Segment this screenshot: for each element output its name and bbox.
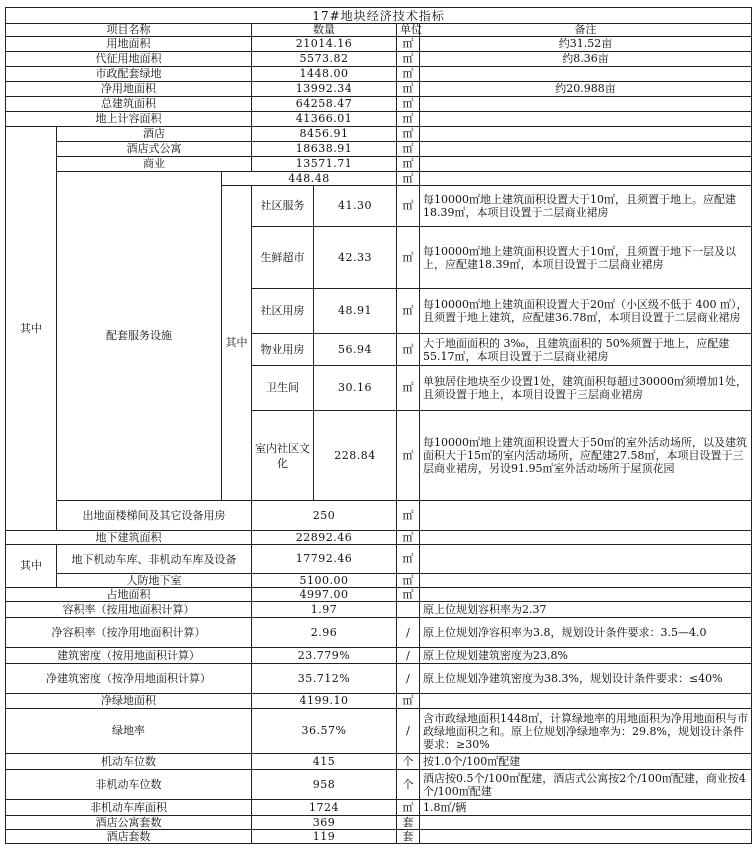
row-name: 用地面积	[6, 37, 252, 52]
row-value: 119	[252, 830, 397, 844]
row-remark	[420, 127, 752, 142]
row-value: 13571.71	[252, 157, 397, 172]
table-row	[6, 754, 752, 770]
row-name: 出地面楼梯间及其它设备用房	[57, 501, 252, 531]
table-row	[6, 648, 752, 664]
row-value: 18638.91	[252, 142, 397, 157]
row-value: 21014.16	[252, 37, 397, 52]
table-row	[6, 52, 752, 67]
header-qty: 数量	[252, 24, 397, 37]
row-name: 地下建筑面积	[6, 531, 252, 545]
service-unit: ㎡	[397, 366, 420, 411]
row-remark	[420, 501, 752, 531]
service-remark: 大于地面面积的 3‰，且建筑面积的 50%须置于地上，应配建55.17㎡，本项目设置于二层商业裙房	[420, 334, 752, 366]
row-name: 非机动车位数	[6, 770, 252, 800]
row-value: 35.712%	[252, 664, 397, 694]
row-value: 1448.00	[252, 67, 397, 82]
row-remark: 含市政绿地面积1448㎡，计算绿地率的用地面积为净用地面积与市政绿地面积之和。原上位规划净绿地率为：29.8%，规划设计条件要求：≥30%	[420, 709, 752, 754]
row-unit: ㎡	[397, 800, 420, 816]
row-value: 415	[252, 754, 397, 770]
row-unit: 个	[397, 754, 420, 770]
row-remark: 原上位规划净建筑密度为38.3%，规划设计条件要求：≤40%	[420, 664, 752, 694]
row-name: 容积率（按用地面积计算）	[6, 602, 252, 618]
table-row	[6, 531, 752, 545]
service-value: 228.84	[314, 411, 397, 501]
row-unit: ㎡	[397, 112, 420, 127]
row-name: 占地面积	[6, 588, 252, 602]
row-unit: 套	[397, 816, 420, 830]
row-value: 4997.00	[252, 588, 397, 602]
row-unit: ㎡	[397, 37, 420, 52]
table-row	[6, 574, 752, 588]
row-unit: 个	[397, 770, 420, 800]
row-remark	[420, 157, 752, 172]
service-unit: ㎡	[397, 289, 420, 334]
row-value: 5100.00	[252, 574, 397, 588]
row-unit: ㎡	[397, 574, 420, 588]
row-unit	[397, 602, 420, 618]
row-unit: /	[397, 648, 420, 664]
row-value: 958	[252, 770, 397, 800]
service-unit: ㎡	[397, 334, 420, 366]
row-value: 4199.10	[252, 694, 397, 709]
row-value: 13992.34	[252, 82, 397, 97]
service-value: 48.91	[314, 289, 397, 334]
service-unit: ㎡	[397, 411, 420, 501]
row-unit: ㎡	[397, 694, 420, 709]
service-remark: 每10000㎡地上建筑面积设置大于50㎡的室外活动场所，以及建筑面积大于15㎡的室内活动场所，应配建27.58㎡，本项目设置于三层商业裙房，另设91.95㎡室外活动场所于屋顶花园	[420, 411, 752, 501]
row-value: 22892.46	[252, 531, 397, 545]
service-name: 社区服务	[252, 186, 314, 227]
row-remark: 原上位规划净容积率为3.8，规划设计条件要求：3.5—4.0	[420, 618, 752, 648]
row-name: 人防地下室	[57, 574, 252, 588]
row-name: 代征用地面积	[6, 52, 252, 67]
table-row	[6, 770, 752, 800]
row-remark	[420, 531, 752, 545]
row-unit: /	[397, 709, 420, 754]
row-value: 64258.47	[252, 97, 397, 112]
table-row	[6, 800, 752, 816]
row-name: 配套服务设施	[57, 172, 222, 501]
row-value: 369	[252, 816, 397, 830]
row-name: 酒店式公寓	[57, 142, 252, 157]
service-value: 41.30	[314, 186, 397, 227]
row-remark	[420, 112, 752, 127]
row-unit: /	[397, 664, 420, 694]
row-unit: ㎡	[397, 172, 420, 186]
row-value: 1724	[252, 800, 397, 816]
indicator-table	[5, 7, 752, 844]
table-row	[6, 830, 752, 844]
row-value: 41366.01	[252, 112, 397, 127]
row-remark	[420, 816, 752, 830]
table-row	[6, 664, 752, 694]
table-row	[6, 588, 752, 602]
service-value: 30.16	[314, 366, 397, 411]
economic-indicator-sheet	[5, 7, 751, 844]
service-remark: 每10000㎡地上建筑面积设置大于10㎡，且须置于地下一层及以上，应配建18.39㎡，本项目设置于二层商业裙房	[420, 227, 752, 289]
service-name: 物业用房	[252, 334, 314, 366]
row-name: 酒店套数	[6, 830, 252, 844]
row-unit: ㎡	[397, 501, 420, 531]
row-name: 酒店	[57, 127, 252, 142]
row-unit: ㎡	[397, 97, 420, 112]
row-unit: ㎡	[397, 157, 420, 172]
row-remark: 约8.36亩	[420, 52, 752, 67]
table-row	[6, 67, 752, 82]
header-remark: 备注	[420, 24, 752, 37]
service-name: 社区用房	[252, 289, 314, 334]
row-remark: 原上位规划容积率为2.37	[420, 602, 752, 618]
header-item: 项目名称	[6, 24, 252, 37]
title-row	[6, 8, 752, 24]
service-name: 室内社区文化	[252, 411, 314, 501]
row-remark	[420, 67, 752, 82]
table-row	[6, 172, 752, 186]
row-remark: 原上位规划建筑密度为23.8%	[420, 648, 752, 664]
row-unit: 套	[397, 830, 420, 844]
row-name: 总建筑面积	[6, 97, 252, 112]
row-remark: 约31.52亩	[420, 37, 752, 52]
row-value: 2.96	[252, 618, 397, 648]
row-value: 448.48	[222, 172, 397, 186]
row-remark	[420, 142, 752, 157]
table-row	[6, 709, 752, 754]
row-name: 净用地面积	[6, 82, 252, 97]
table-row	[6, 545, 752, 574]
row-unit: ㎡	[397, 588, 420, 602]
row-value: 23.779%	[252, 648, 397, 664]
row-name: 酒店公寓套数	[6, 816, 252, 830]
row-name: 市政配套绿地	[6, 67, 252, 82]
row-name: 绿地率	[6, 709, 252, 754]
service-value: 42.33	[314, 227, 397, 289]
row-remark: 按1.0个/100㎡配建	[420, 754, 752, 770]
row-remark	[420, 830, 752, 844]
row-name: 建筑密度（按用地面积计算）	[6, 648, 252, 664]
row-name: 净容积率（按净用地面积计算）	[6, 618, 252, 648]
table-row	[6, 127, 752, 142]
group-label-qizhong: 其中	[6, 127, 57, 531]
service-remark: 每10000㎡地上建筑面积设置大于20㎡（小区级不低于 400 ㎡），且须置于地上建筑，应配建36.78㎡，本项目设置于二层商业裙房	[420, 289, 752, 334]
row-remark	[420, 694, 752, 709]
row-name: 净建筑密度（按净用地面积计算）	[6, 664, 252, 694]
row-value: 8456.91	[252, 127, 397, 142]
header-unit: 单位	[397, 24, 420, 37]
row-unit: ㎡	[397, 67, 420, 82]
table-row	[6, 97, 752, 112]
table-title: 17#地块经济技术指标	[6, 8, 752, 24]
table-row	[6, 816, 752, 830]
table-row	[6, 142, 752, 157]
table-row	[6, 501, 752, 531]
row-unit: /	[397, 618, 420, 648]
row-name: 商业	[57, 157, 252, 172]
service-name: 卫生间	[252, 366, 314, 411]
service-unit: ㎡	[397, 227, 420, 289]
row-unit: ㎡	[397, 142, 420, 157]
row-remark	[420, 97, 752, 112]
header-row	[6, 24, 752, 37]
row-name: 地下机动车库、非机动车库及设备	[57, 545, 252, 574]
row-remark	[420, 574, 752, 588]
row-unit: ㎡	[397, 52, 420, 67]
service-remark: 单独居住地块至少设置1处，建筑面积每超过30000㎡须增加1处，且须设置于地上，本项目设置于三层商业裙房	[420, 366, 752, 411]
service-unit: ㎡	[397, 186, 420, 227]
row-value: 17792.46	[252, 545, 397, 574]
table-row	[6, 37, 752, 52]
table-row	[6, 618, 752, 648]
table-row	[6, 157, 752, 172]
row-remark	[420, 588, 752, 602]
row-unit: ㎡	[397, 545, 420, 574]
row-unit: ㎡	[397, 531, 420, 545]
row-remark	[420, 172, 752, 186]
table-row	[6, 112, 752, 127]
row-name: 净绿地面积	[6, 694, 252, 709]
table-row	[6, 602, 752, 618]
row-name: 非机动车库面积	[6, 800, 252, 816]
row-remark: 1.8㎡/辆	[420, 800, 752, 816]
row-value: 1.97	[252, 602, 397, 618]
service-name: 生鲜超市	[252, 227, 314, 289]
row-remark: 约20.988亩	[420, 82, 752, 97]
sub-label-qizhong: 其中	[222, 186, 252, 501]
table-row	[6, 82, 752, 97]
row-remark: 酒店按0.5个/100㎡配建，酒店式公寓按2个/100㎡配建，商业按4个/100㎡配建	[420, 770, 752, 800]
service-remark: 每10000㎡地上建筑面积设置大于10㎡，且须置于地上。应配建18.39㎡，本项目设置于二层商业裙房	[420, 186, 752, 227]
row-value: 36.57%	[252, 709, 397, 754]
row-unit: ㎡	[397, 82, 420, 97]
row-value: 5573.82	[252, 52, 397, 67]
row-value: 250	[252, 501, 397, 531]
group-label-qizhong-underground: 其中	[6, 545, 57, 588]
table-row	[6, 694, 752, 709]
service-value: 56.94	[314, 334, 397, 366]
row-name: 地上计容面积	[6, 112, 252, 127]
row-remark	[420, 545, 752, 574]
row-unit: ㎡	[397, 127, 420, 142]
row-name: 机动车位数	[6, 754, 252, 770]
